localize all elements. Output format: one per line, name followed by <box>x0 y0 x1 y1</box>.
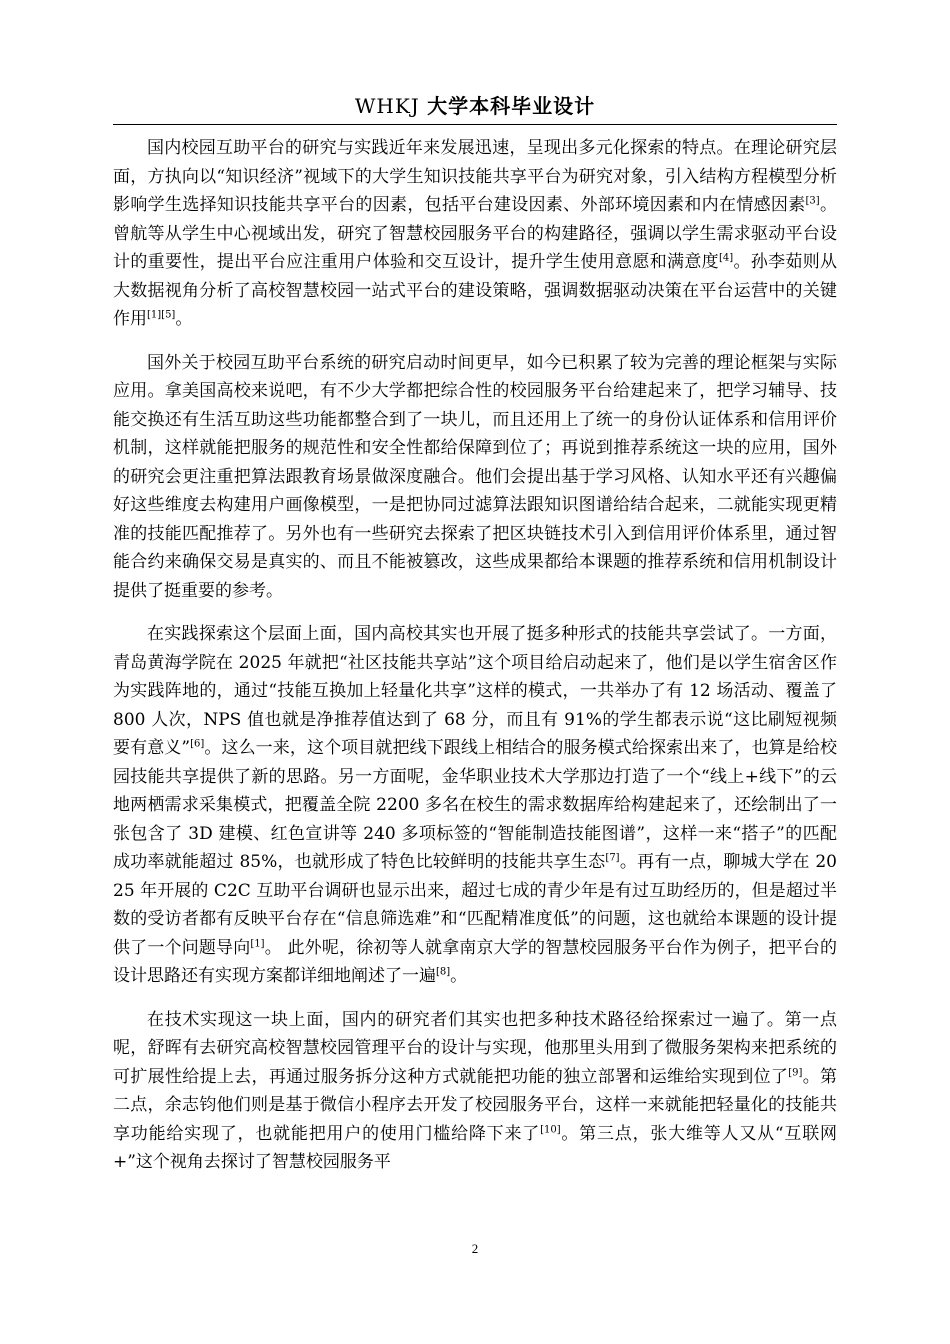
text-segment: 。第三点，张大维等人又从“互联网+”这个视角去探讨了智慧校园服务平 <box>113 1123 837 1172</box>
header-prefix: WHKJ <box>354 94 428 118</box>
header-title <box>355 94 595 118</box>
text-segment: 。孙李茹则从大数据视角分析了高校智慧校园一站式平台的建设策略，强调数据驱动决策在平台运营中的关键作用 <box>113 252 838 329</box>
page-number: 2 <box>471 1241 479 1256</box>
citation: [6] <box>190 738 205 750</box>
text-segment: 国内校园互助平台的研究与实践近年来发展迅速，呈现出多元化探索的特点。在理论研究层面，方执向以“知识经济”视域下的大学生知识技能共享平台为研究对象，引入结构方程模型分析影响学生选择知识技能共享平台的因素，包括平台建设因素、外部环境因素和内在情感因素 <box>113 138 837 215</box>
paragraph-1 <box>113 134 837 334</box>
citation: [1][5] <box>147 309 176 321</box>
text-segment: 。第二点，余志钧他们则是基于微信小程序去开发了校园服务平台，这样一来就能把轻量化的技能共享功能给实现了，也就能把用户的使用门槛给降下来了 <box>113 1066 838 1144</box>
text-segment: 在实践探索这个层面上面，国内高校其实也开展了挺多种形式的技能共享尝试了。一方面，青岛黄海学院在 2025 年就把“社区技能共享站”这个项目给启动起来了，他们是以学生宿舍区作为实践阵地的，通过“技能互换加上轻量化共享”这样的模式，一共举办了有 12 场活动、覆盖了 800 人次，NPS 值也就是净推荐值达到了 68 分，而且有 91%的学生都表示说“这比刷短视频要有意义” <box>113 624 837 758</box>
page-header <box>113 88 837 125</box>
document-body <box>113 134 837 1192</box>
citation: [7] <box>605 852 620 864</box>
paragraph-2 <box>113 349 837 606</box>
text-segment: 。 此外呢，徐初等人就拿南京大学的智慧校园服务平台作为例子，把平台的设计思路还有实现方案都详细地阐述了一遍 <box>113 937 838 986</box>
text-segment: 。这么一来，这个项目就把线下跟线上相结合的服务模式给探索出来了，也算是给校园技能共享提供了新的思路。另一方面呢，金华职业技术大学那边打造了一个“线上+线下”的云地两栖需求采集模式，把覆盖全院 2200 多名在校生的需求数据库给构建起来了，还绘制出了一张包含了 3D 建模、红色宣讲等 240 多项标签的“智能制造技能图谱”，这样一来“搭子”的匹配成功率就能超过 85%，也就形成了特色比较鲜明的技能共享生态 <box>113 738 837 872</box>
text-segment: 。曾航等从学生中心视域出发，研究了智慧校园服务平台的构建路径，强调以学生需求驱动平台设计的重要性，提出平台应注重用户体验和交互设计，提升学生使用意愿和满意度 <box>113 195 838 272</box>
citation: [8] <box>436 966 451 978</box>
citation: [1] <box>250 937 265 949</box>
paragraph-4 <box>113 1006 837 1177</box>
text-segment: 。 <box>450 966 468 986</box>
citation: [9] <box>788 1066 803 1078</box>
text-segment: 国外关于校园互助平台系统的研究启动时间更早，如今已积累了较为完善的理论框架与实际应用。拿美国高校来说吧，有不少大学都把综合性的校园服务平台给建起来了，把学习辅导、技能交换还有生活互助这些功能都整合到了一块儿，而且还用上了统一的身份认证体系和信用评价机制，这样就能把服务的规范性和安全性都给保障到位了；再说到推荐系统这一块的应用，国外的研究会更注重把算法跟教育场景做深度融合。他们会提出基于学习风格、认知水平还有兴趣偏好这些维度去构建用户画像模型，一是把协同过滤算法跟知识图谱给结合起来，二就能实现更精准的技能匹配推荐了。另外也有一些研究去探索了把区块链技术引入到信用评价体系里，通过智能合约来确保交易是真实的、而且不能被篡改，这些成果都给本课题的推荐系统和信用机制设计提供了挺重要的参考。 <box>113 352 837 601</box>
citation: [3] <box>805 195 820 207</box>
citation: [4] <box>718 252 734 264</box>
text-segment: 在技术实现这一块上面，国内的研究者们其实也把多种技术路径给探索过一遍了。第一点呢，舒晖有去研究高校智慧校园管理平台的设计与实现，他那里头用到了微服务架构来把系统的可扩展性给提上去，再通过服务拆分这种方式就能把功能的独立部署和运维给实现到位了 <box>113 1009 837 1087</box>
text-segment: 。再有一点，聊城大学在 2025 年开展的 C2C 互助平台调研也显示出来，超过七成的青少年是有过互助经历的，但是超过半数的受访者都有反映平台存在“信息筛选难”和“匹配精准度低”的问题，这也就给本课题的设计提供了一个问题导向 <box>113 852 837 958</box>
text-segment: 。 <box>175 309 193 329</box>
header-main-title: 大学本科毕业设计 <box>427 94 596 118</box>
citation: [10] <box>540 1123 561 1135</box>
paragraph-3 <box>113 620 837 991</box>
